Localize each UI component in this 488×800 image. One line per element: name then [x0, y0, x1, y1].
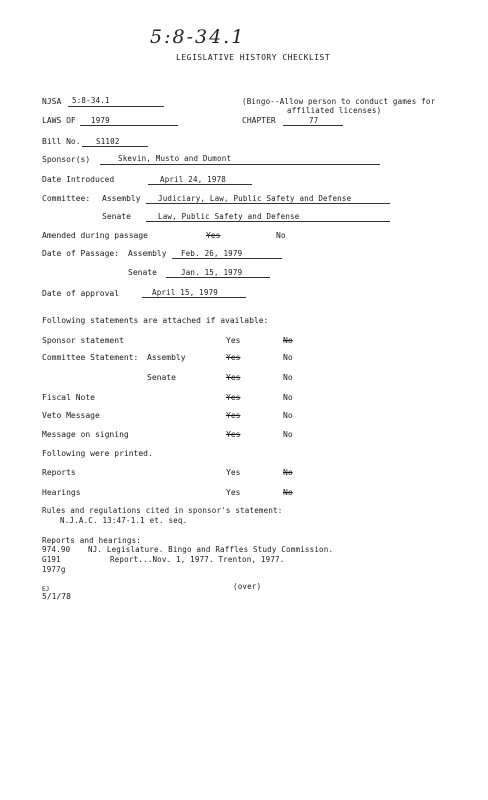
chapter-value: 77 [309, 116, 319, 125]
statement-label: Sponsor statement [42, 336, 124, 345]
statement-label: Message on signing [42, 430, 129, 439]
njsa-note-line2: affiliated licenses) [287, 106, 382, 115]
reports-line1-text: NJ. Legislature. Bingo and Raffles Study Commission. [88, 545, 334, 554]
reports-line1-code: 974.90 [42, 545, 71, 554]
statement-yes: Yes [226, 336, 241, 345]
bill-value: S1102 [96, 137, 120, 146]
printed-no: No [283, 488, 293, 497]
passage-label: Date of Passage: [42, 249, 120, 258]
statement-no: No [283, 411, 293, 420]
amended-yes: Yes [206, 231, 221, 240]
printed-label: Reports [42, 468, 76, 477]
statement-yes: Yes [226, 411, 241, 420]
reports-line3-code: 1977g [42, 565, 66, 574]
page-title: LEGISLATIVE HISTORY CHECKLIST [176, 53, 331, 62]
footer-date: 5/1/78 [42, 592, 71, 601]
printed-label: Hearings [42, 488, 81, 497]
laws-label: LAWS OF [42, 116, 76, 125]
printed-yes: Yes [226, 488, 241, 497]
handwritten-statute-number: 5:8-34.1 [150, 26, 246, 48]
njsa-label: NJSA [42, 97, 62, 106]
amended-label: Amended during passage [42, 231, 148, 240]
sponsors-label: Sponsor(s) [42, 155, 91, 164]
reports-heading: Reports and hearings: [42, 536, 142, 545]
statement-yes: Yes [226, 430, 241, 439]
statement-label: Veto Message [42, 411, 100, 420]
statement-no: No [283, 353, 293, 362]
footer-initials: EJ [42, 586, 50, 593]
amended-no: No [276, 231, 286, 240]
committee-assembly-value: Judiciary, Law, Public Safety and Defense [158, 194, 352, 203]
reports-line2-code: G191 [42, 555, 61, 564]
statement-sublabel: Senate [147, 373, 176, 382]
bill-label: Bill No. [42, 137, 81, 146]
date-introduced-label: Date Introduced [42, 175, 115, 184]
printed-no: No [283, 468, 293, 477]
committee-label: Committee: [42, 194, 91, 203]
passage-assembly-value: Feb. 26, 1979 [181, 249, 243, 258]
passage-assembly-label: Assembly [128, 249, 167, 258]
attached-heading: Following statements are attached if available: [42, 316, 269, 325]
committee-senate-label: Senate [102, 212, 131, 221]
statement-sublabel: Assembly [147, 353, 186, 362]
committee-assembly-label: Assembly [102, 194, 141, 203]
committee-senate-value: Law, Public Safety and Defense [158, 212, 300, 221]
statement-no: No [283, 393, 293, 402]
over-note: (over) [233, 582, 262, 591]
printed-yes: Yes [226, 468, 241, 477]
rules-line2: N.J.A.C. 13:47-1.1 et. seq. [60, 516, 188, 525]
statement-no: No [283, 336, 293, 345]
rules-line1: Rules and regulations cited in sponsor's statement: [42, 506, 283, 515]
statement-no: No [283, 373, 293, 382]
statement-no: No [283, 430, 293, 439]
njsa-note-line1: (Bingo--Allow person to conduct games for [242, 97, 436, 106]
statement-label: Committee Statement: [42, 353, 139, 362]
statement-yes: Yes [226, 373, 241, 382]
statement-label: Fiscal Note [42, 393, 95, 402]
passage-senate-label: Senate [128, 268, 157, 277]
reports-line2-text: Report...Nov. 1, 1977. Trenton, 1977. [110, 555, 285, 564]
passage-senate-value: Jan. 15, 1979 [181, 268, 243, 277]
approval-value: April 15, 1979 [152, 288, 219, 297]
laws-value: 1979 [91, 116, 110, 125]
approval-label: Date of approval [42, 289, 120, 298]
sponsors-value: Skevin, Musto and Dumont [118, 154, 232, 163]
date-introduced-value: April 24, 1978 [160, 175, 227, 184]
njsa-value: 5:8-34.1 [72, 96, 110, 105]
statement-yes: Yes [226, 393, 241, 402]
chapter-label: CHAPTER [242, 116, 276, 125]
printed-heading: Following were printed. [42, 449, 153, 458]
statement-yes: Yes [226, 353, 241, 362]
